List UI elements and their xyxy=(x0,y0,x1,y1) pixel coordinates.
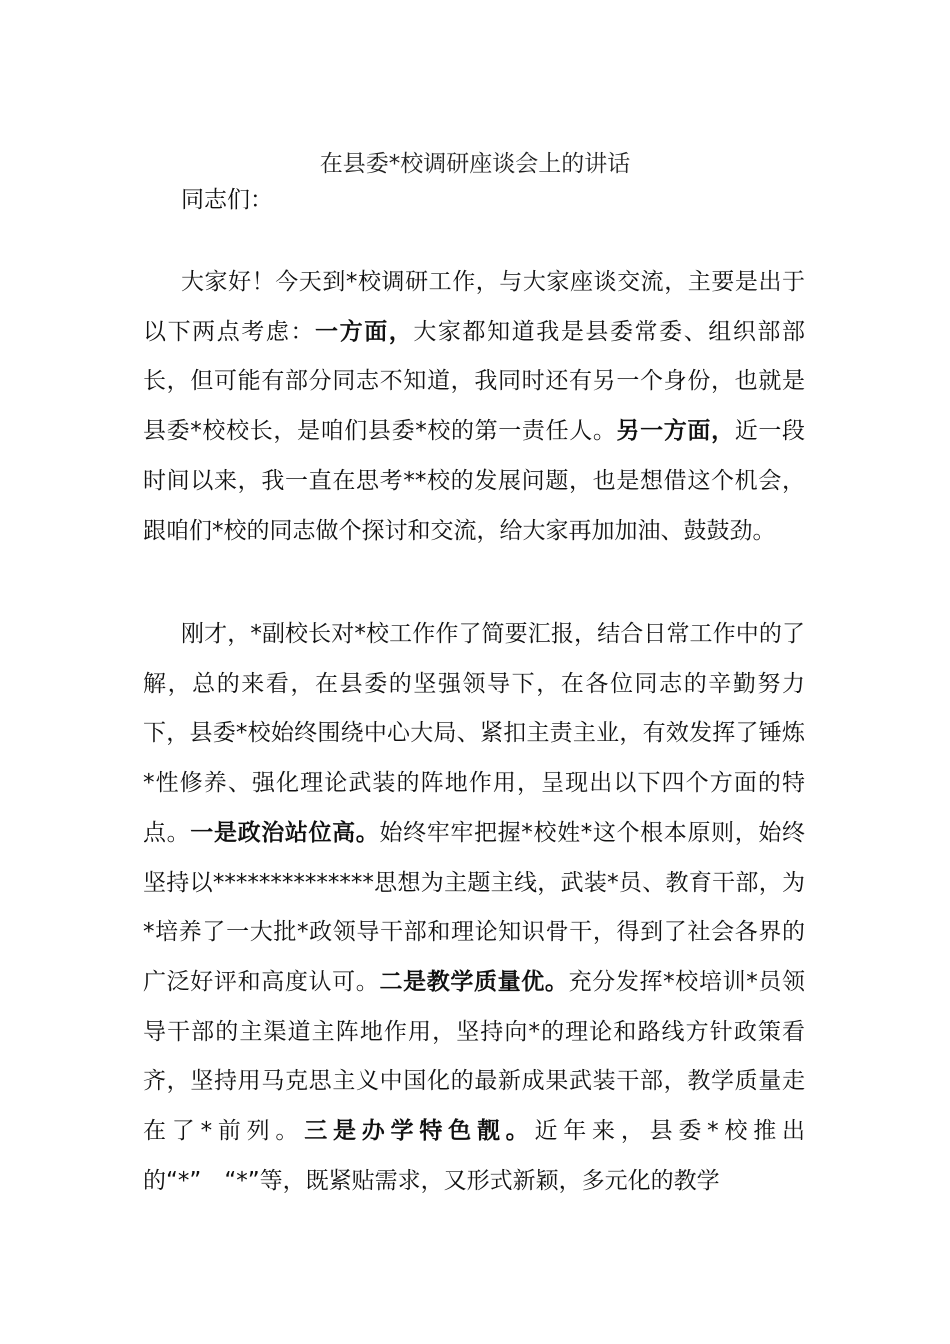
paragraph-2 xyxy=(143,610,805,1206)
paragraph-2-text-3: 充分发挥*校培训*员领导干部的主渠道主阵地作用，坚持向*的理论和路线方针政策看齐，坚持用马克思主义中国化的最新成果武装干部，教学质量走在了*前列。 xyxy=(143,968,806,1145)
salutation: 同志们： xyxy=(181,187,273,213)
paragraph-1-text-3: 近一段时间以来，我一直在思考**校的发展问题，也是想借这个机会，跟咱们*校的同志做个探讨和交流，给大家再加加油、鼓鼓劲。 xyxy=(143,418,806,544)
paragraph-2-text-2: 始终牢牢把握*校姓*这个根本原则，始终坚持以**************思想为主题主线，武装*员、教育干部，为*培养了一大批*政领导干部和理论知识骨干，得到了社会各界的广泛好评和高度认可。 xyxy=(143,819,806,995)
paragraph-2-bold-1: 一是政治站位高。 xyxy=(190,819,380,846)
paragraph-1-bold-2: 另一方面， xyxy=(616,418,735,445)
paragraph-2-text-1: 刚才，*副校长对*校工作作了简要汇报，结合日常工作中的了解，总的来看，在县委的坚强领导下，在各位同志的辛勤努力下，县委*校始终围绕中心大局、紧扣主责主业，有效发挥了锤炼*性修养、强化理论武装的阵地作用，呈现出以下四个方面的特点。 xyxy=(143,621,805,846)
paragraph-1-bold-1: 一方面， xyxy=(315,318,414,345)
paragraph-2-bold-2: 二是教学质量优。 xyxy=(379,968,569,995)
paragraph-2-text-4: 近年来，县委*校推出的“*” “*”等，既紧贴需求，又形式新颖，多元化的教学 xyxy=(143,1118,806,1194)
paragraph-1-text-2: 大家都知道我是县委常委、组织部部长，但可能有部分同志不知道，我同时还有另一个身份，也就是县委*校校长，是咱们县委*校的第一责任人。 xyxy=(143,318,806,445)
paragraph-1-text-1: 大家好！今天到*校调研工作，与大家座谈交流，主要是出于以下两点考虑： xyxy=(143,269,805,345)
paragraph-2-bold-3: 三是办学特色靓。 xyxy=(304,1118,535,1145)
document-title: 在县委*校调研座谈会上的讲话 xyxy=(319,151,631,177)
paragraph-1 xyxy=(143,258,805,556)
